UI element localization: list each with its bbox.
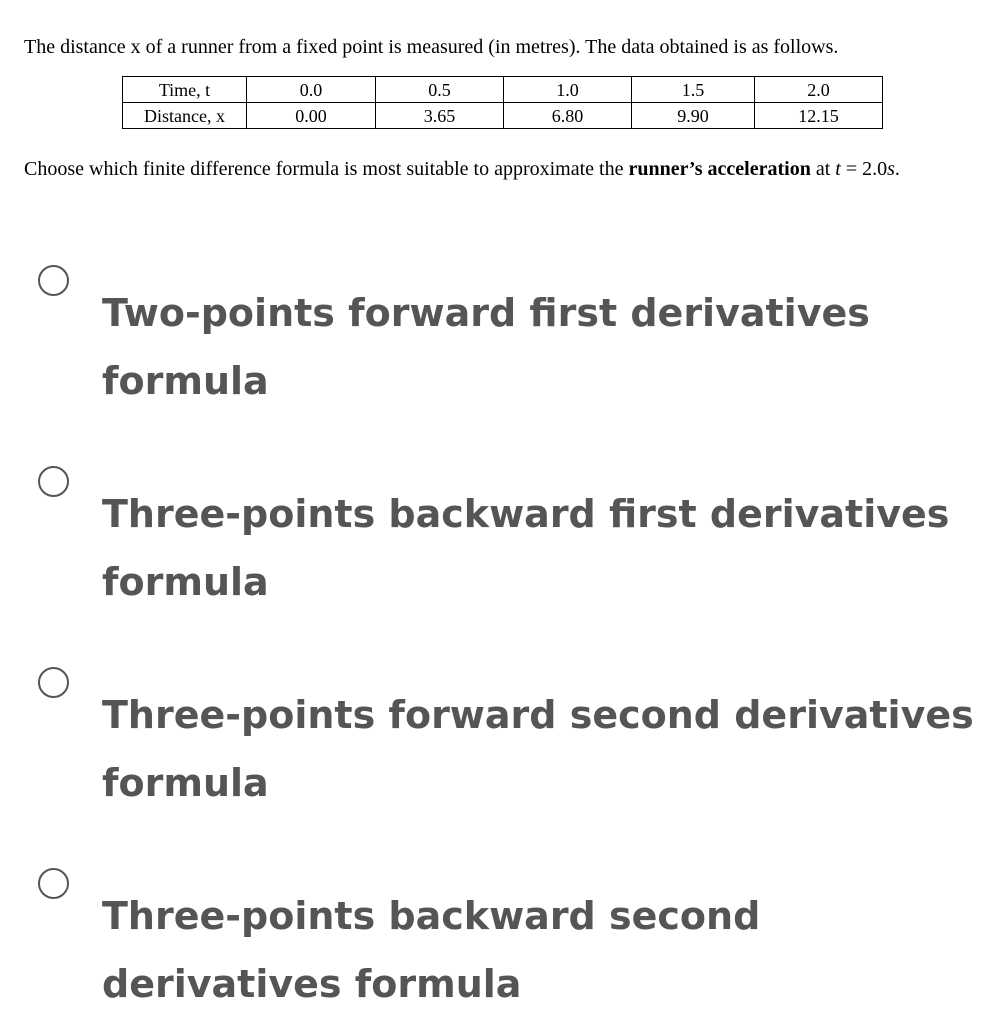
table-cell: 1.5	[632, 77, 755, 103]
table-cell: 1.0	[504, 77, 632, 103]
prompt-emphasis: runner’s acceleration	[628, 158, 811, 180]
answer-option-3[interactable]	[30, 667, 980, 817]
table-cell: 9.90	[632, 103, 755, 129]
data-table	[122, 76, 883, 129]
answer-option-label[interactable]: Two-points forward first derivatives formula	[102, 291, 870, 403]
answer-option-1[interactable]	[30, 265, 980, 415]
table-cell: 0.5	[376, 77, 504, 103]
radio-button[interactable]	[38, 265, 69, 296]
answer-option-label[interactable]: Three-points forward second derivatives formula	[102, 693, 974, 805]
table-row-header: Time, t	[123, 77, 247, 103]
prompt-text: .	[894, 158, 900, 180]
prompt-text: = 2.0	[840, 158, 888, 180]
question-prompt	[24, 158, 900, 181]
table-cell: 3.65	[376, 103, 504, 129]
prompt-unit: s	[887, 158, 895, 180]
radio-button[interactable]	[38, 466, 69, 497]
answer-option-label[interactable]: Three-points backward second derivatives formula	[102, 894, 761, 1006]
question-intro: The distance x of a runner from a fixed point is measured (in metres). The data obtained is as follows.	[24, 36, 839, 58]
answer-option-4[interactable]	[30, 868, 980, 1018]
table-cell: 6.80	[504, 103, 632, 129]
prompt-text: at	[810, 158, 836, 180]
prompt-variable: t	[835, 158, 841, 180]
question-block	[0, 0, 1001, 200]
table-cell: 12.15	[755, 103, 883, 129]
prompt-text: Choose which finite difference formula is most suitable to approximate the	[24, 158, 629, 180]
table-cell: 0.0	[247, 77, 376, 103]
answer-option-label[interactable]: Three-points backward first derivatives formula	[102, 492, 950, 604]
table-row	[123, 77, 883, 103]
radio-button[interactable]	[38, 667, 69, 698]
table-row	[123, 103, 883, 129]
table-cell: 2.0	[755, 77, 883, 103]
radio-button[interactable]	[38, 868, 69, 899]
answer-option-2[interactable]	[30, 466, 980, 616]
table-cell: 0.00	[247, 103, 376, 129]
table-row-header: Distance, x	[123, 103, 247, 129]
